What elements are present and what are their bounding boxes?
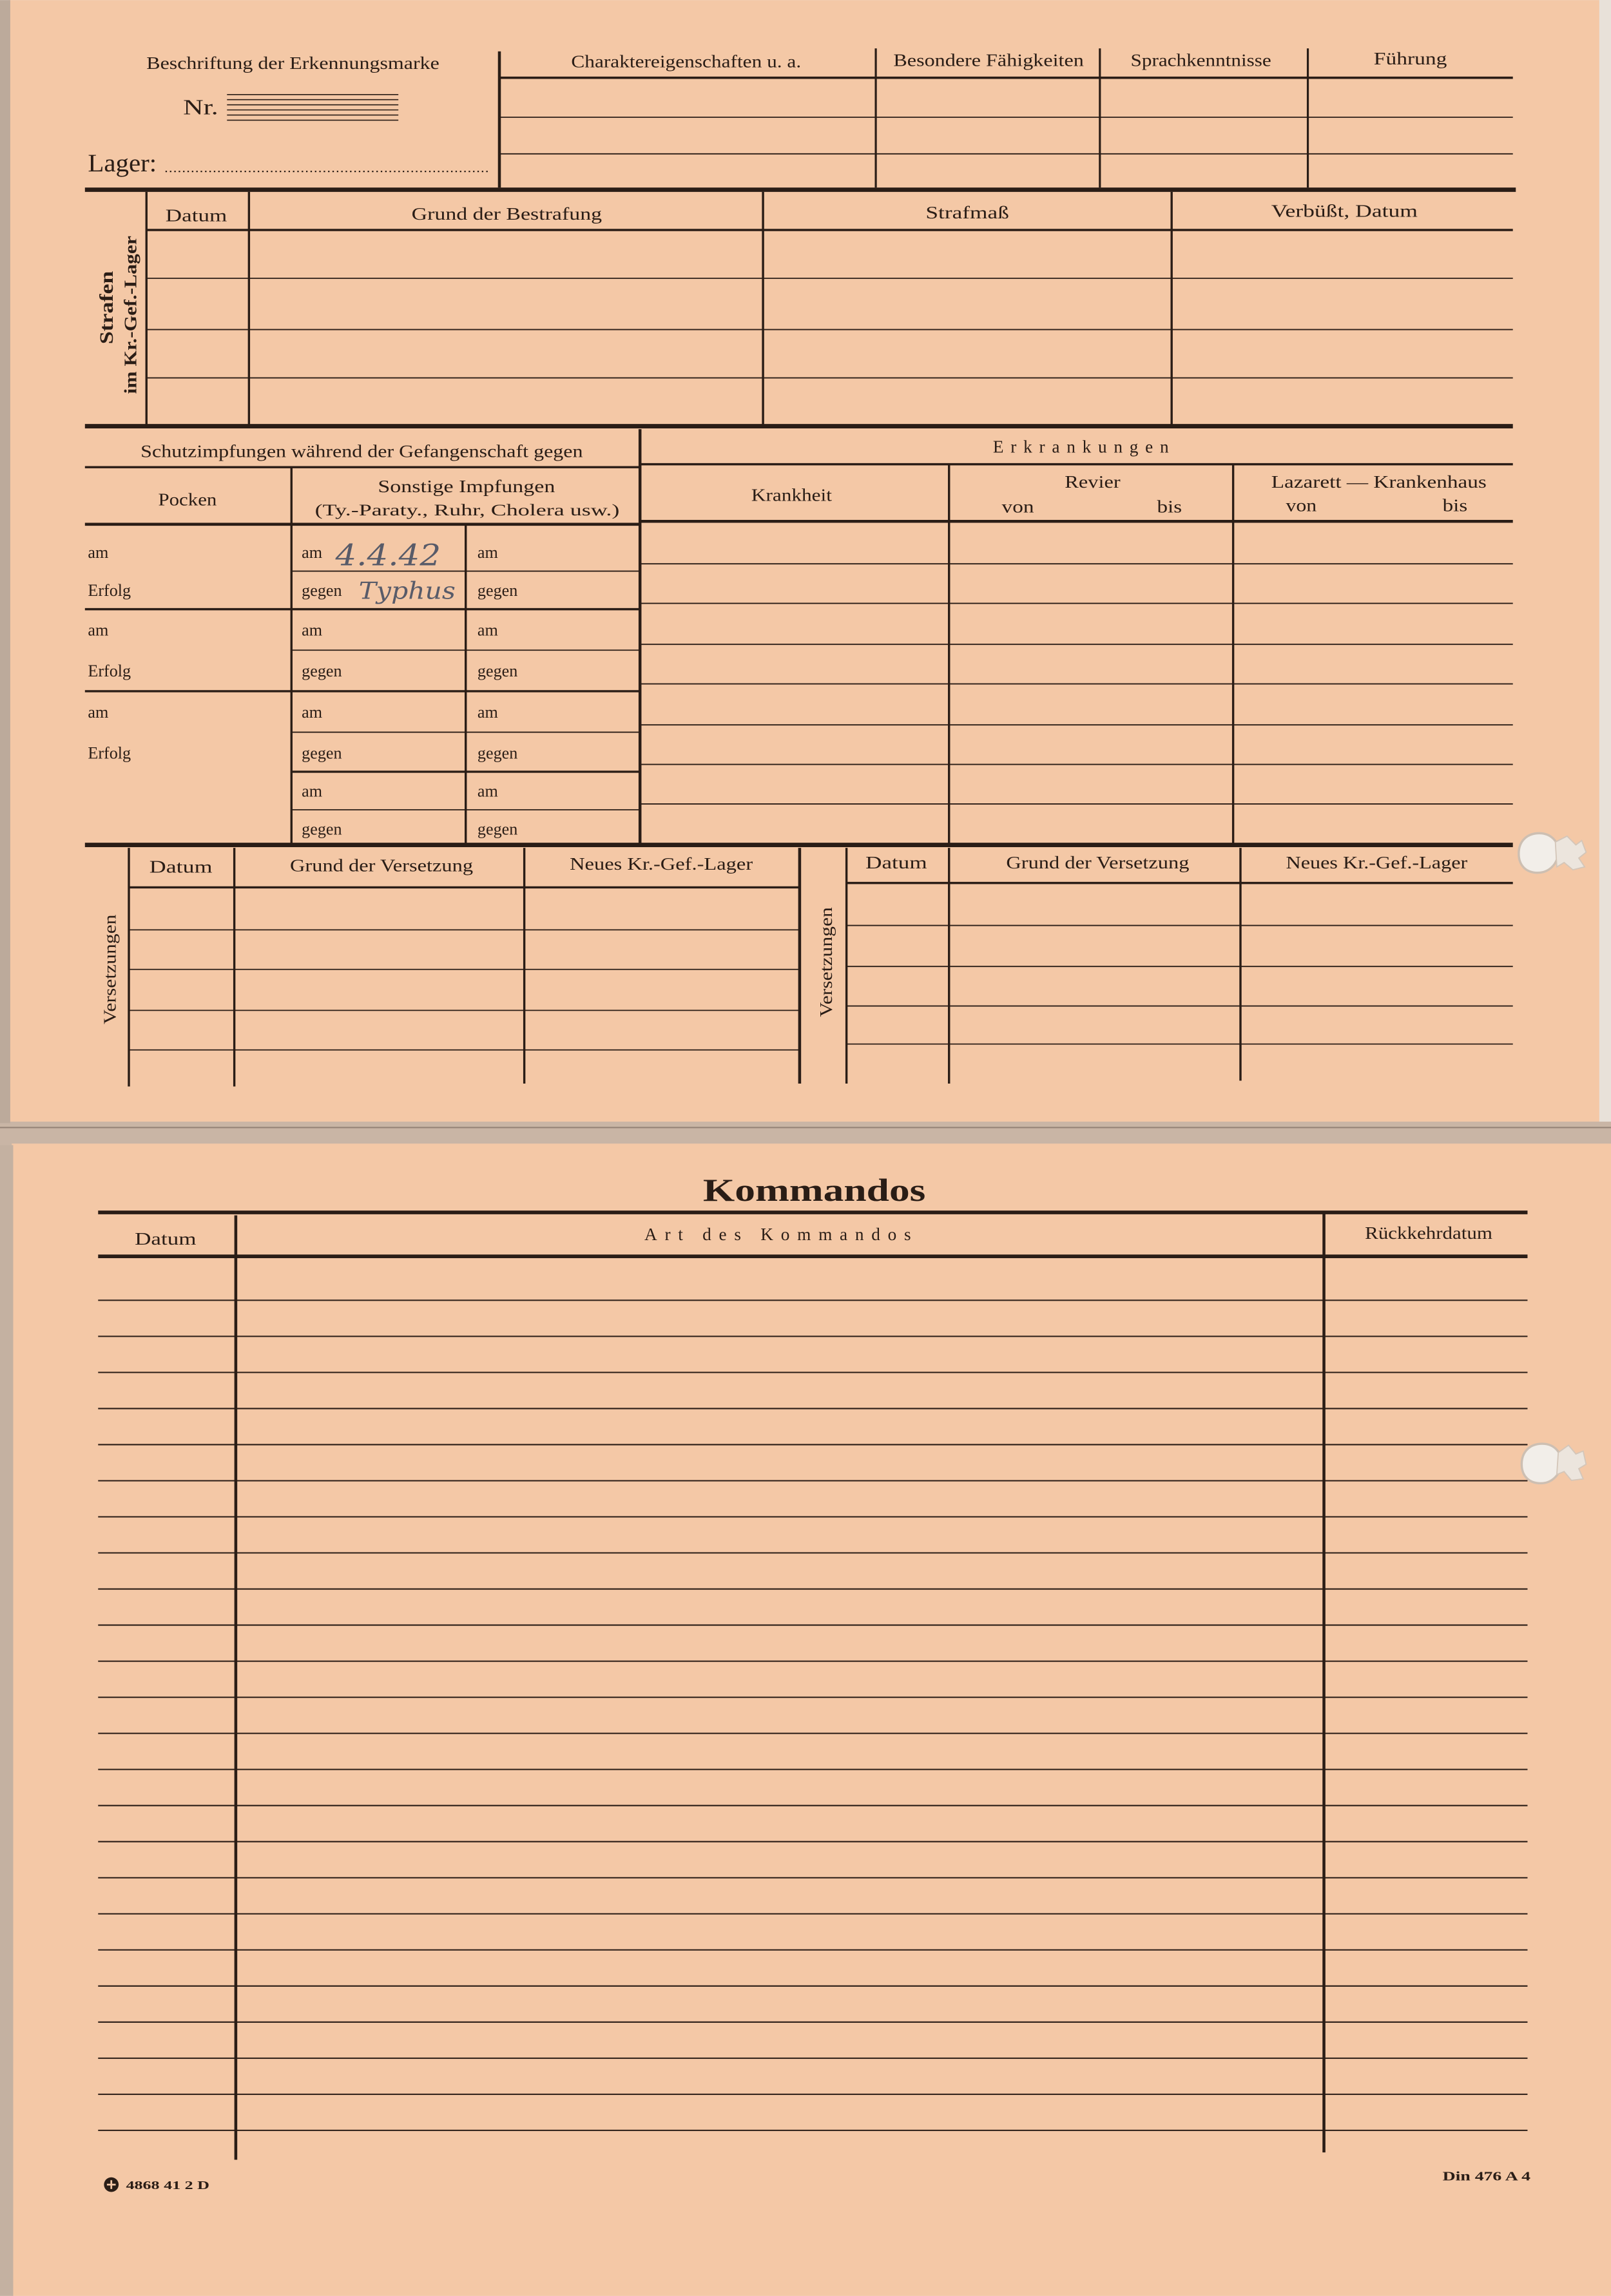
top-sheet [9,0,1599,1126]
other-vaccination-row-label: gegen [477,662,518,681]
traits-header-conduct: Führung [1373,49,1447,69]
other-vaccination-row-label: gegen [302,662,342,681]
illnesses-sickbay-to: bis [1157,497,1182,517]
other-vaccination-row-label: am [477,620,498,640]
other-vaccination-row-label: gegen [477,743,518,763]
smallpox-row-label: am [88,702,109,722]
smallpox-row-label: am [88,543,109,562]
other-vaccination-row-label: am [477,543,498,562]
transfers-header-reason: Grund der Versetzung [290,856,474,875]
smallpox-header: Pocken [158,490,217,510]
transfers-header-date: Datum [149,857,213,877]
transfers-header-new-camp: Neues Kr.-Gef.-Lager [570,854,753,874]
illnesses-header-disease: Krankheit [751,485,833,505]
punishments-side-label: Strafen [97,283,117,345]
other-vaccination-row-label: gegen [302,743,342,763]
illnesses-sickbay-from: von [1001,497,1034,517]
illnesses-hospital-to: bis [1442,495,1468,515]
kommandos-header-date: Datum [135,1229,197,1248]
other-vaccination-row-label: gegen [477,819,518,839]
illnesses-header-sickbay: Revier [1065,472,1121,492]
other-vaccination-row-label: am [302,543,323,562]
other-vaccination-row-label: am [302,781,323,801]
traits-header-abilities: Besondere Fähigkeiten [893,50,1085,70]
erkennungsmarke-title: Beschriftung der Erkennungsmarke [146,53,439,73]
illnesses-hospital-from: von [1286,495,1317,515]
other-vaccination-row-label: gegen [302,581,342,600]
handwritten-vaccination-date: 4.4.42 [334,538,441,573]
number-label: Nr. [183,95,218,120]
punishments-header-sentence: Strafmaß [925,202,1009,222]
transfers-side-label: Versetzungen [816,922,836,1017]
left-edge-shadow-top [0,0,10,1123]
punishments-side-sublabel: im Kr.-Gef.-Lager [121,257,140,394]
other-vaccination-row-label: am [302,702,323,722]
other-vaccination-row-label: gegen [302,819,342,839]
vaccinations-title: Schutzimpfungen während der Gefangenschaft gegen [140,441,583,461]
bottom-sheet [12,1143,1611,2296]
traits-header-character: Charaktereigenschaften u. a. [571,52,802,72]
kommandos-title: Kommandos [702,1171,926,1208]
sheet-gap-shadow [0,1122,1611,1145]
smallpox-row-label: Erfolg [88,581,131,600]
punch-hole-shape [1521,1444,1561,1483]
transfers-side-label: Versetzungen [100,930,120,1024]
print-code: 4868 41 2 D [126,2178,209,2192]
other-vaccination-row-label: am [302,620,323,640]
illnesses-title: Erkrankungen [992,437,1169,457]
punishments-header-date: Datum [165,206,227,225]
printer-mark-icon [104,2177,119,2192]
kommandos-header-kind: Art des Kommandos [644,1225,911,1245]
traits-header-languages: Sprachkenntnisse [1130,50,1271,70]
punch-hole-shape [1519,833,1559,872]
transfers-header-date: Datum [865,852,927,872]
smallpox-row-label: Erfolg [88,662,131,681]
smallpox-row-label: Erfolg [88,743,131,763]
other-vaccination-row-label: gegen [477,581,518,600]
punch-hole-tear [1556,836,1587,870]
other-vaccination-row-label: am [477,702,498,722]
punishments-header-served: Verbüßt, Datum [1271,201,1418,221]
smallpox-row-label: am [88,620,109,640]
handwritten-vaccination-against: Typhus [358,577,456,605]
left-edge-shadow-bottom [0,1145,13,2295]
illnesses-header-hospital: Lazarett — Krankenhaus [1271,472,1487,492]
other-vaccination-row-label: am [477,781,498,801]
kommandos-header-return-date: Rückkehrdatum [1365,1223,1492,1243]
other-vaccinations-subheader: (Ty.-Paraty., Ruhr, Cholera usw.) [314,502,620,520]
transfers-header-reason: Grund der Versetzung [1006,852,1190,872]
camp-label: Lager: [88,150,157,178]
transfers-header-new-camp: Neues Kr.-Gef.-Lager [1286,852,1468,872]
other-vaccinations-header: Sonstige Impfungen [378,476,555,496]
paper-format: Din 476 A 4 [1442,2169,1530,2184]
punishments-header-reason: Grund der Bestrafung [411,204,603,224]
